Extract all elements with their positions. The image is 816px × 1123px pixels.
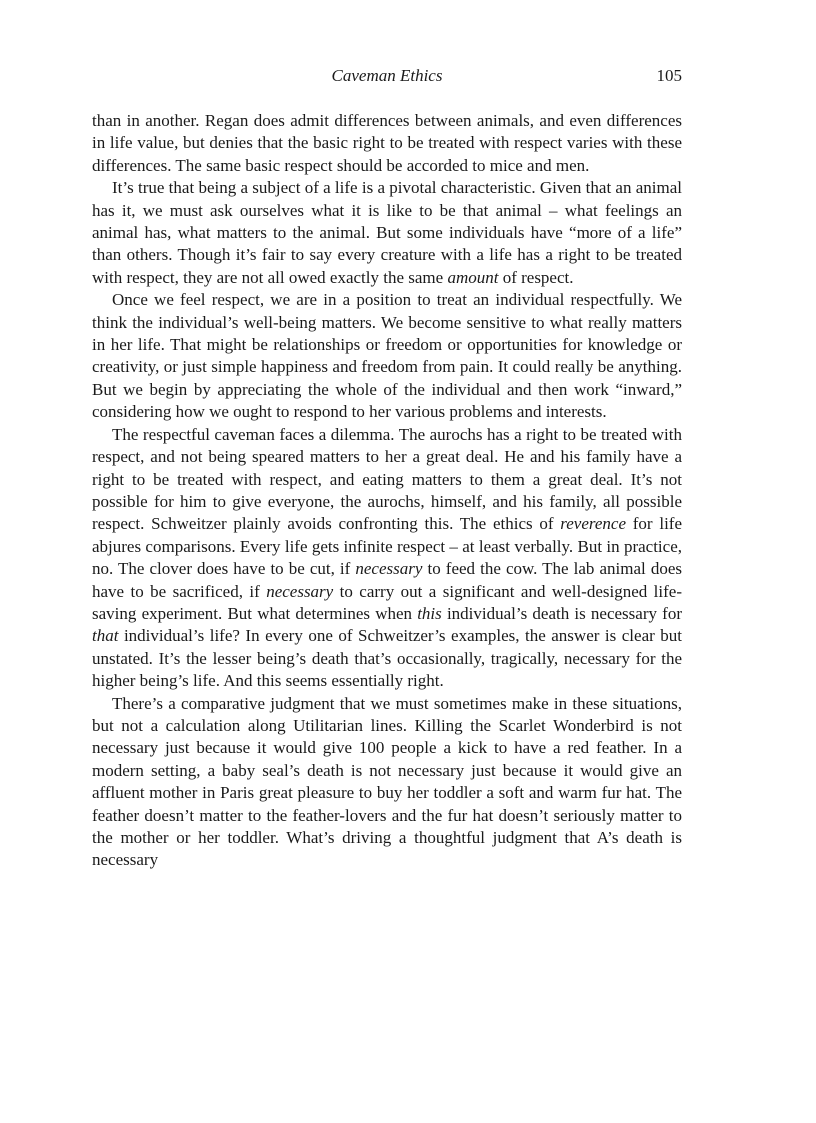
- text-run: individual’s death is necessary for: [441, 603, 682, 623]
- text-run: than in another. Regan does admit differences between animals, and even differences in life value, but denies that the basic right to be treated with respect varies with these differences. The same basic respect should be accorded to mice and men.: [92, 111, 682, 175]
- emphasized-text: that: [92, 626, 119, 646]
- paragraph: [92, 110, 682, 177]
- text-run: It’s true that being a subject of a life is a pivotal characteristic. Given that an animal has it, we must ask ourselves what it is like to be that animal – what feelings an animal has, what matters to the animal. But some individuals have “more of a life” than others. Though it’s fair to say every creature with a life has a right to be treated with respect, they are not all owed exactly the same: [92, 178, 682, 287]
- text-run: for life abjures comparisons. Every life gets infinite respect – at least verbally. But in practice, no. The clover does have to be cut, if: [92, 514, 682, 579]
- paragraph: [92, 177, 682, 289]
- text-run: to feed the cow. The lab animal does have to be sacrificed, if: [92, 559, 682, 601]
- emphasized-text: amount: [447, 267, 499, 287]
- body-text: [92, 110, 682, 872]
- emphasized-text: this: [417, 603, 442, 623]
- paragraph: [92, 424, 682, 693]
- text-run: to carry out a significant and well-designed life-saving experiment. But what determines when: [92, 581, 682, 623]
- paragraph: [92, 693, 682, 872]
- text-run: The respectful caveman faces a dilemma. The aurochs has a right to be treated with respect, and not being speared matters to her a great deal. He and his family have a right to be treated with respect, and eating matters to them a great deal. It’s not possible for him to give everyone, the aurochs, himself, and his family, all possible respect. Schweitzer plainly avoids confronting this. The ethics of: [92, 424, 682, 534]
- running-head: [92, 66, 682, 90]
- emphasized-text: necessary: [266, 581, 334, 601]
- running-title: Caveman Ethics: [331, 66, 443, 85]
- text-run: Once we feel respect, we are in a position to treat an individual respectfully. We think the individual’s well-being matters. We become sensitive to what really matters in her life. That might be relationships or freedom or opportunities for knowledge or creativity, or just simple happiness and freedom from pain. It could really be anything. But we begin by appreciating the whole of the individual and then work “inward,” considering how we ought to respond to her various problems and interests.: [92, 290, 682, 422]
- text-run: individual’s life? In every one of Schweitzer’s examples, the answer is clear but unstated. It’s the lesser being’s death that’s occasionally, tragically, necessary for the higher being’s life. And this seems essentially right.: [92, 626, 682, 691]
- text-run: of respect.: [498, 267, 574, 287]
- page-number: 105: [656, 66, 682, 85]
- paragraph: [92, 289, 682, 423]
- emphasized-text: reverence: [560, 514, 627, 534]
- emphasized-text: necessary: [355, 559, 423, 579]
- text-run: There’s a comparative judgment that we must sometimes make in these situations, but not a calculation along Utilitarian lines. Killing the Scarlet Wonderbird is not necessary just because it would give 100 people a kick to have a red feather. In a modern setting, a baby seal’s death is not necessary just because it would give an affluent mother in Paris great pleasure to buy her toddler a soft and warm fur hat. The feather doesn’t matter to the feather-lovers and the fur hat doesn’t seriously matter to the mother or her toddler. What’s driving a thoughtful judgment that A’s death is necessary: [92, 693, 682, 870]
